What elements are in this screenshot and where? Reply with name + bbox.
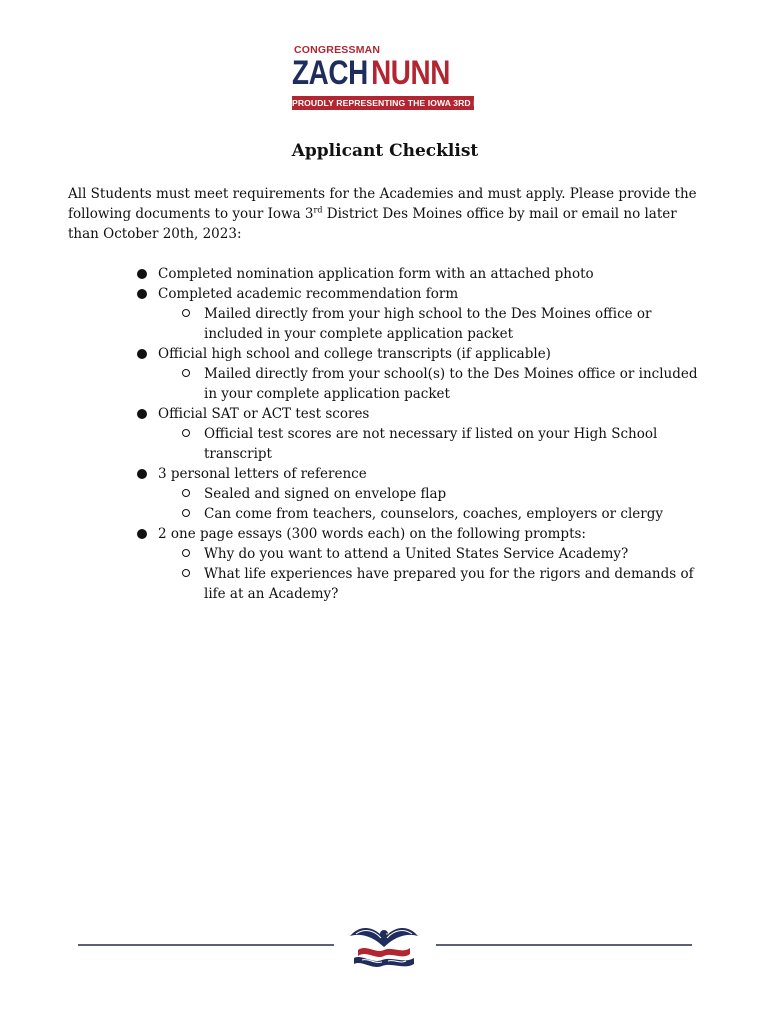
checklist-subitem-text: Sealed and signed on envelope flap [204,486,447,502]
hollow-bullet-icon [182,429,190,437]
hollow-bullet-icon [182,569,190,577]
bullet-icon [137,289,147,299]
intro-superscript: rd [313,205,323,215]
congressman-logo [292,44,514,112]
hollow-bullet-icon [182,549,190,557]
intro-text-part1: All Students must meet requirements for the Academies and must apply. Please provide the following documents to your Iowa 3 [68,186,697,222]
logo-first-name: ZACH [292,54,368,92]
checklist-subitem-text: What life experiences have prepared you for the rigors and demands of life at an Academy? [204,566,694,602]
bullet-icon [137,409,147,419]
footer-divider-left [78,944,334,946]
logo-last-name: NUNN [371,54,450,92]
checklist-item [0,404,718,424]
checklist-subitem [0,364,702,404]
checklist-item-text: Completed nomination application form with an attached photo [158,266,594,282]
intro-paragraph [68,184,708,244]
logo-banner: PROUDLY REPRESENTING THE IOWA 3RD DISTRICT [292,98,514,108]
checklist-subitem-text: Mailed directly from your school(s) to the Des Moines office or included in your complete application packet [204,366,698,402]
checklist-item [0,344,718,364]
bullet-icon [137,529,147,539]
checklist-subitem [0,564,702,604]
checklist-subitem-text: Mailed directly from your high school to the Des Moines office or included in your complete application packet [204,306,652,342]
logo-name [292,54,450,92]
checklist-subitem-text: Can come from teachers, counselors, coaches, employers or clergy [204,506,663,522]
eagle-seal-icon [348,920,420,972]
checklist-subitem [0,424,702,464]
logo-top-text: CONGRESSMAN [294,44,381,56]
checklist-item-text: Official SAT or ACT test scores [158,406,370,422]
checklist-subitem [0,504,702,524]
hollow-bullet-icon [182,509,190,517]
checklist-subitem-text: Why do you want to attend a United States Service Academy? [204,546,629,562]
checklist-item-text: Completed academic recommendation form [158,286,459,302]
bullet-icon [137,349,147,359]
hollow-bullet-icon [182,489,190,497]
hollow-bullet-icon [182,369,190,377]
footer-divider-right [436,944,692,946]
checklist-item-text: 3 personal letters of reference [158,466,367,482]
bullet-icon [137,469,147,479]
applicant-checklist [0,264,770,604]
page-title: Applicant Checklist [291,141,479,161]
checklist-subitem [0,484,702,504]
checklist-item [0,264,718,284]
checklist-item [0,524,718,544]
bullet-icon [137,269,147,279]
checklist-subitem-text: Official test scores are not necessary if listed on your High School transcript [204,426,658,462]
checklist-item [0,284,718,304]
checklist-subitem [0,304,702,344]
intro-text-part2: District Des Moines office by mail or email no later than October 20th, 2023: [68,206,677,242]
checklist-item [0,464,718,484]
checklist-item-text: 2 one page essays (300 words each) on the following prompts: [158,526,586,542]
checklist-subitem [0,544,702,564]
checklist-item-text: Official high school and college transcripts (if applicable) [158,346,551,362]
hollow-bullet-icon [182,309,190,317]
